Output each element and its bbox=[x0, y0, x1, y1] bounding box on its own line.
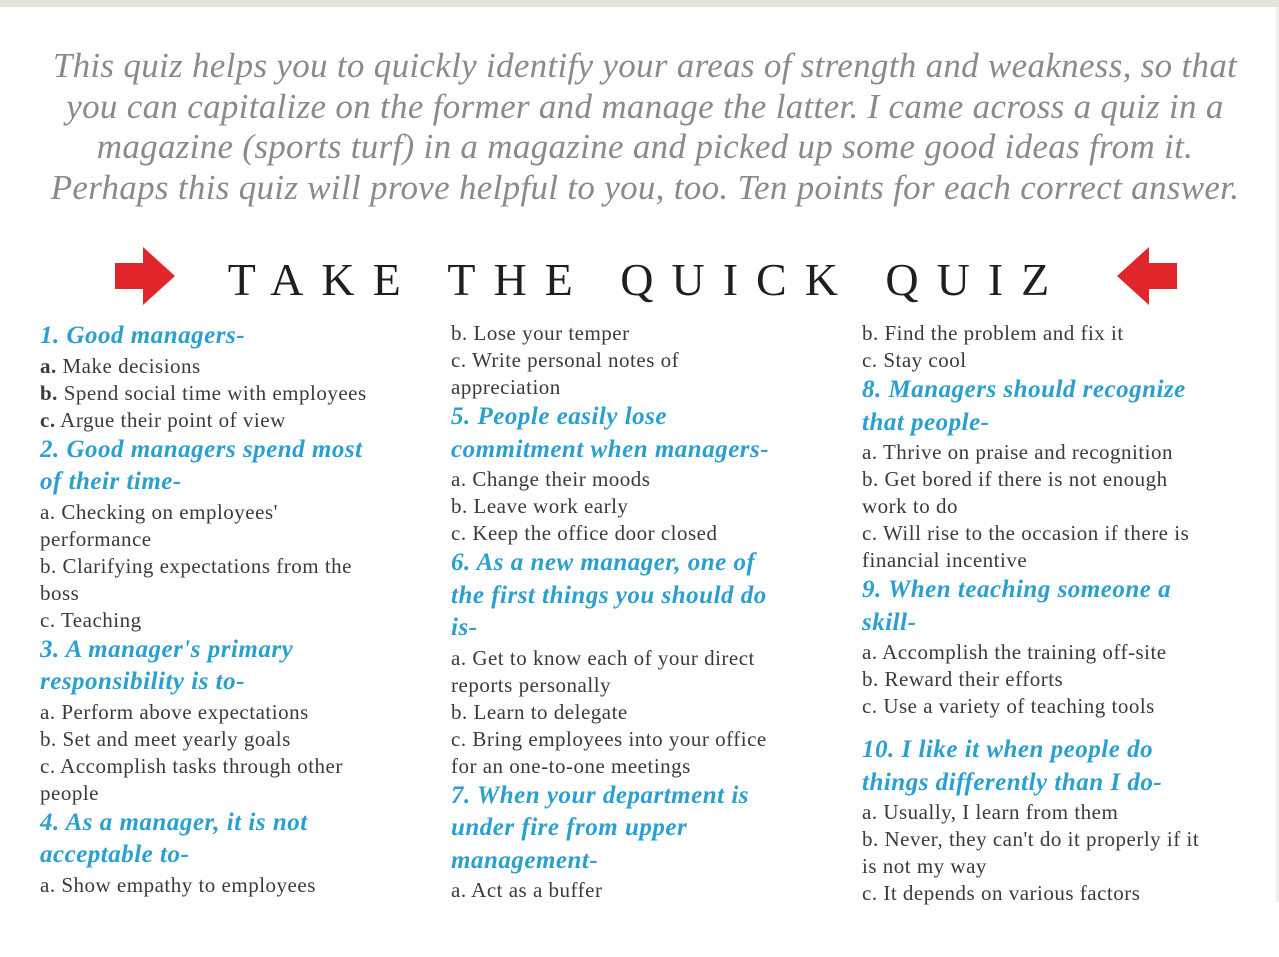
question-text: 7. When your department is bbox=[451, 781, 749, 809]
option-text: c. Write personal notes of bbox=[451, 348, 680, 372]
option-text: b. Clarifying expectations from the bbox=[40, 553, 353, 578]
option-text: c. Bring employees into your office bbox=[451, 726, 767, 751]
question-text: responsibility is to- bbox=[40, 668, 245, 695]
option-text: b. Find the problem and fix it bbox=[862, 321, 1124, 345]
spacer bbox=[862, 720, 1262, 734]
intro-line: you can capitalize on the former and manage the latter. I came across a quiz in a bbox=[66, 86, 1224, 126]
arrow-left-icon bbox=[1117, 247, 1177, 305]
option-text: c. Use a variety of teaching tools bbox=[862, 694, 1155, 718]
option-text: a. Change their moods bbox=[451, 467, 651, 491]
option-label: Make decisions bbox=[56, 353, 201, 378]
option-text: c. It depends on various factors bbox=[862, 881, 1141, 905]
arrow-right-icon bbox=[115, 247, 175, 305]
option-text: a. Get to know each of your direct bbox=[451, 645, 755, 670]
option-text: for an one-to-one meetings bbox=[451, 753, 691, 778]
quiz-column-2 bbox=[451, 320, 851, 904]
option-text: b. Leave work early bbox=[451, 494, 629, 518]
intro-line: Perhaps this quiz will prove helpful to you, too. Ten points for each correct answer. bbox=[50, 167, 1240, 207]
option-text: a. Act as a buffer bbox=[451, 878, 603, 902]
question-text: management- bbox=[451, 846, 599, 874]
option-text: reports personally bbox=[451, 672, 612, 697]
option-letter: a. bbox=[40, 353, 57, 378]
top-bar bbox=[0, 0, 1279, 7]
option-text bbox=[40, 353, 440, 380]
option-text: c. Will rise to the occasion if there is bbox=[862, 521, 1190, 545]
option-text: boss bbox=[40, 580, 80, 605]
question-text: things differently than I do- bbox=[862, 768, 1163, 796]
question-text: 5. People easily lose bbox=[451, 403, 667, 430]
option-text: b. Never, they can't do it properly if it bbox=[862, 827, 1200, 851]
question-text: acceptable to- bbox=[40, 841, 190, 868]
option-text: performance bbox=[40, 526, 152, 551]
quiz-column-1 bbox=[40, 320, 440, 899]
option-text: b. Set and meet yearly goals bbox=[40, 726, 291, 751]
option-text: c. Stay cool bbox=[862, 348, 967, 372]
option-text: a. Usually, I learn from them bbox=[862, 800, 1119, 824]
option-label: Argue their point of view bbox=[55, 407, 286, 432]
question-text: 4. As a manager, it is not bbox=[40, 808, 308, 836]
option-text: is not my way bbox=[862, 854, 987, 878]
question-text: commitment when managers- bbox=[451, 435, 770, 463]
option-letter: b. bbox=[40, 380, 58, 405]
option-text: c. Accomplish tasks through other bbox=[40, 753, 343, 778]
intro-paragraph bbox=[30, 46, 1260, 208]
option-label: Spend social time with employees bbox=[57, 380, 367, 405]
option-text: b. Get bored if there is not enough bbox=[862, 467, 1168, 491]
quiz-column-3 bbox=[862, 320, 1262, 907]
option-text: a. Perform above expectations bbox=[40, 699, 309, 724]
question-text: is- bbox=[451, 614, 478, 641]
question-text: the first things you should do bbox=[451, 581, 767, 609]
question-text: 10. I like it when people do bbox=[862, 736, 1154, 763]
option-text bbox=[40, 380, 440, 407]
option-text: b. Lose your temper bbox=[451, 321, 630, 345]
option-text: people bbox=[40, 780, 99, 805]
option-text: work to do bbox=[862, 494, 958, 518]
question-text: 9. When teaching someone a bbox=[862, 576, 1172, 603]
option-text bbox=[40, 407, 440, 434]
question-text: 8. Managers should recognize bbox=[862, 376, 1186, 403]
question-text: 1. Good managers- bbox=[40, 322, 246, 349]
intro-line: magazine (sports turf) in a magazine and picked up some good ideas from it. bbox=[96, 127, 1194, 166]
option-text: c. Keep the office door closed bbox=[451, 521, 718, 545]
question-text: that people- bbox=[862, 408, 990, 436]
question-text: 2. Good managers spend most bbox=[40, 435, 363, 463]
option-text: b. Learn to delegate bbox=[451, 699, 628, 724]
question-text: 3. A manager's primary bbox=[40, 635, 294, 663]
question-text: 6. As a new manager, one of bbox=[451, 549, 756, 576]
intro-line: This quiz helps you to quickly identify your areas of strength and weakness, so that bbox=[52, 46, 1238, 85]
question-text: of their time- bbox=[40, 468, 182, 495]
question-text: skill- bbox=[862, 608, 917, 636]
option-text: appreciation bbox=[451, 375, 561, 399]
option-text: a. Checking on employees' bbox=[40, 499, 278, 524]
quiz-heading: TAKE THE QUICK QUIZ bbox=[227, 254, 1068, 305]
question-text: under fire from upper bbox=[451, 814, 688, 841]
option-text: a. Accomplish the training off-site bbox=[862, 640, 1167, 664]
option-text: c. Teaching bbox=[40, 607, 142, 632]
option-text: b. Reward their efforts bbox=[862, 667, 1064, 691]
option-text: a. Show empathy to employees bbox=[40, 872, 316, 897]
option-text: financial incentive bbox=[862, 548, 1028, 572]
option-letter: c. bbox=[40, 407, 56, 432]
option-text: a. Thrive on praise and recognition bbox=[862, 440, 1174, 464]
